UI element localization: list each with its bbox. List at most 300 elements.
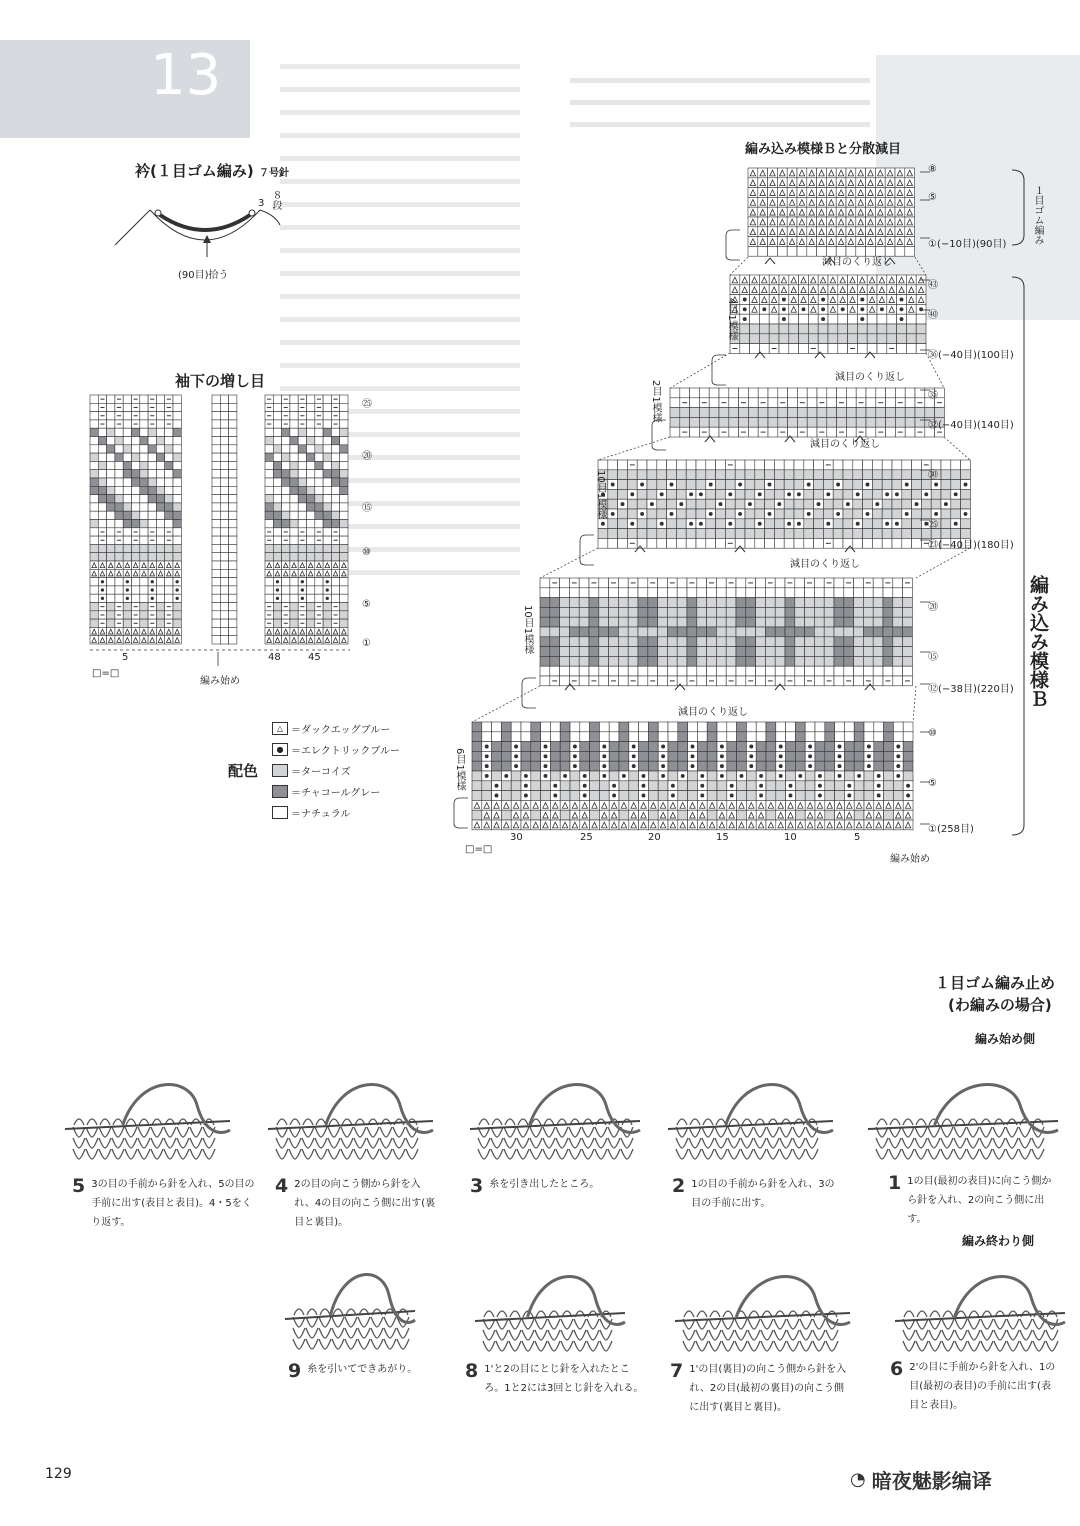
stitch-loop: [290, 1119, 300, 1125]
stitch: [345, 1339, 357, 1349]
stitch-loop: [943, 1311, 953, 1317]
stitch: [1046, 1330, 1058, 1340]
stitch: [151, 1149, 163, 1159]
sleeve-col-5: 5: [122, 652, 129, 663]
stitch: [535, 1319, 547, 1329]
stitch: [702, 1138, 714, 1148]
chartB-row-labels: [918, 160, 1018, 840]
stitch: [164, 1127, 176, 1137]
stitch-loop: [942, 1119, 952, 1125]
stitch: [915, 1149, 927, 1159]
stitch-loop: [87, 1119, 97, 1125]
section-10b: [540, 578, 912, 686]
stitch: [478, 1149, 490, 1159]
stitch: [491, 1149, 503, 1159]
stitch: [384, 1339, 396, 1349]
stitch: [367, 1138, 379, 1148]
stitch: [530, 1149, 542, 1159]
stitch: [164, 1138, 176, 1148]
stitch: [125, 1127, 137, 1137]
stitch: [903, 1341, 915, 1351]
stitch: [754, 1138, 766, 1148]
bindoff-end-side: 編み終わり側: [962, 1234, 1035, 1248]
stitch: [748, 1341, 760, 1351]
stitch: [371, 1317, 383, 1327]
stitch: [358, 1339, 370, 1349]
chartB-row-35: ㉟: [928, 390, 938, 401]
repeat-10b: 10目1模様: [522, 605, 533, 655]
stitch: [302, 1149, 314, 1159]
stitch-loop: [969, 1311, 979, 1317]
step-4: [275, 1175, 440, 1232]
bracket-4: [580, 535, 594, 565]
stitch: [99, 1138, 111, 1148]
stitch: [86, 1149, 98, 1159]
stitch: [99, 1127, 111, 1137]
stitch: [767, 1149, 779, 1159]
stitch: [621, 1149, 633, 1159]
stitch: [341, 1138, 353, 1148]
stitch: [406, 1149, 418, 1159]
stitch: [941, 1138, 953, 1148]
stitch: [138, 1127, 150, 1137]
stitch-loop: [749, 1311, 759, 1317]
stitch: [793, 1127, 805, 1137]
stitch: [177, 1127, 189, 1137]
stitch: [302, 1138, 314, 1148]
stitch: [780, 1138, 792, 1148]
stitch-loop: [916, 1119, 926, 1125]
stitch: [735, 1330, 747, 1340]
stitch: [774, 1341, 786, 1351]
stitch: [384, 1317, 396, 1327]
sleeve-grid-right: [265, 395, 348, 644]
stitch: [358, 1328, 370, 1338]
stitch: [478, 1138, 490, 1148]
stitch: [509, 1341, 521, 1351]
stitch: [702, 1127, 714, 1137]
stitch: [543, 1127, 555, 1137]
stitch: [496, 1330, 508, 1340]
stitch: [315, 1149, 327, 1159]
stitch: [1033, 1341, 1045, 1351]
stitch: [748, 1330, 760, 1340]
legend-title: 配色: [228, 762, 259, 780]
stitch-loop: [479, 1119, 489, 1125]
knit-illustration-2: [668, 1075, 833, 1165]
stitch: [621, 1138, 633, 1148]
stitch: [754, 1127, 766, 1137]
stitch: [683, 1330, 695, 1340]
chartB-side-label: 編み込み模様Ｂ: [1027, 575, 1049, 708]
stitch: [595, 1149, 607, 1159]
stitch: [800, 1319, 812, 1329]
stitch: [341, 1149, 353, 1159]
section-10a: [598, 460, 970, 548]
stitch: [942, 1319, 954, 1329]
stitch: [367, 1149, 379, 1159]
stitch: [780, 1127, 792, 1137]
stitch: [954, 1127, 966, 1137]
stitch: [967, 1138, 979, 1148]
stitch: [929, 1341, 941, 1351]
chartB-title: 編み込み模様Ｂと分散減目: [745, 142, 902, 157]
stitch: [715, 1127, 727, 1137]
chartB-row-1a: ①(−10目)(90目): [928, 239, 1007, 250]
stitch: [916, 1341, 928, 1351]
stitch-loop: [723, 1311, 733, 1317]
stitch: [203, 1138, 215, 1148]
sleeve-col-45: 45: [308, 652, 321, 663]
section-6: [472, 722, 913, 830]
stitch: [397, 1339, 409, 1349]
knit-illustration-1: [868, 1075, 1058, 1165]
stitch: [315, 1127, 327, 1137]
stitch: [955, 1330, 967, 1340]
stitch: [138, 1138, 150, 1148]
stitch: [367, 1127, 379, 1137]
stitch: [1032, 1138, 1044, 1148]
stitch: [889, 1138, 901, 1148]
stitch: [99, 1149, 111, 1159]
stitch: [517, 1138, 529, 1148]
stitch: [380, 1127, 392, 1137]
stitch: [767, 1127, 779, 1137]
decrease-repeat-3: 減目のくり返し: [810, 439, 880, 450]
stitch: [715, 1149, 727, 1159]
stitch: [761, 1330, 773, 1340]
stitch: [332, 1317, 344, 1327]
repeat-6: 6目1模様: [454, 748, 465, 791]
stitch: [902, 1138, 914, 1148]
chartB-start: 編み始め: [890, 854, 930, 865]
stitch: [980, 1138, 992, 1148]
stitch: [358, 1317, 370, 1327]
stitch: [177, 1149, 189, 1159]
stitch: [328, 1127, 340, 1137]
stitch-loop: [320, 1309, 330, 1315]
stitch: [522, 1330, 534, 1340]
stitch: [735, 1341, 747, 1351]
knit-illustration-3: [470, 1065, 640, 1165]
stitch-loop: [697, 1311, 707, 1317]
stitch-loop: [497, 1311, 507, 1317]
stitch: [203, 1149, 215, 1159]
knit-illustration-6: [895, 1265, 1065, 1357]
stitch: [112, 1149, 124, 1159]
stitch-loop: [510, 1311, 520, 1317]
chartB-key: □=□: [465, 844, 493, 855]
stitch: [735, 1319, 747, 1329]
stitch: [561, 1341, 573, 1351]
stitch: [1032, 1149, 1044, 1159]
stitch: [741, 1127, 753, 1137]
sleeve-row-10: ⑩: [362, 547, 371, 558]
stitch: [569, 1127, 581, 1137]
stitch: [689, 1138, 701, 1148]
stitch: [535, 1330, 547, 1340]
stitch: [319, 1317, 331, 1327]
stitch: [289, 1138, 301, 1148]
stitch: [793, 1138, 805, 1148]
stitch: [354, 1149, 366, 1159]
stitch: [993, 1149, 1005, 1159]
stitch: [595, 1127, 607, 1137]
collar-title: [135, 160, 289, 181]
stitch: [595, 1138, 607, 1148]
stitch: [522, 1319, 534, 1329]
connector-4: [598, 437, 670, 460]
stitch: [942, 1330, 954, 1340]
legend-label-0: ＝ダックエッグブルー: [291, 725, 391, 736]
stitch-loop: [484, 1311, 494, 1317]
stitch: [1046, 1341, 1058, 1351]
connector-9: [913, 686, 916, 722]
stitch: [504, 1138, 516, 1148]
stitch: [761, 1341, 773, 1351]
decrease-repeat-1: 減目のくり返し: [822, 257, 892, 268]
sleeve-start: 編み始め: [200, 676, 240, 687]
stitch: [683, 1341, 695, 1351]
step-7-number: 7: [670, 1360, 684, 1382]
stitch: [994, 1319, 1006, 1329]
stitch: [916, 1330, 928, 1340]
stitch: [728, 1149, 740, 1159]
stitch: [328, 1149, 340, 1159]
stitch: [928, 1127, 940, 1137]
stitch-loop: [930, 1311, 940, 1317]
stitch: [164, 1149, 176, 1159]
knit-illustration-9: [285, 1275, 415, 1355]
wechat-icon: ◔: [850, 1469, 866, 1490]
stitch-loop: [710, 1311, 720, 1317]
stitch: [393, 1138, 405, 1148]
stitch: [954, 1138, 966, 1148]
background-text-right: [570, 70, 870, 140]
stitch: [496, 1341, 508, 1351]
chartB-col-numbers: [470, 832, 920, 846]
stitch-loop: [536, 1311, 546, 1317]
bracket-6: [454, 798, 468, 828]
stitch: [981, 1319, 993, 1329]
stitch: [293, 1328, 305, 1338]
stitch-loop: [703, 1119, 713, 1125]
step-8-number: 8: [465, 1360, 479, 1382]
stitch-loop: [677, 1119, 687, 1125]
stitch: [138, 1149, 150, 1159]
stitch: [302, 1127, 314, 1137]
stitch: [151, 1127, 163, 1137]
legend: [272, 718, 400, 823]
stitch-loop: [518, 1119, 528, 1125]
stitch: [1019, 1138, 1031, 1148]
stitch: [332, 1339, 344, 1349]
stitch-loop: [277, 1119, 287, 1125]
stitch: [517, 1149, 529, 1159]
step-8: [465, 1360, 650, 1398]
sleeve-col-48: 48: [268, 652, 281, 663]
stitch: [722, 1341, 734, 1351]
step-7-text: 1'の目(裏目)の向こう側から針を入れ、2の目(最初の裏目)の向こう側に出す(裏目と裏目)。: [689, 1364, 847, 1413]
stitch: [574, 1330, 586, 1340]
stitch: [332, 1328, 344, 1338]
stitch-loop: [505, 1119, 515, 1125]
stitch: [994, 1341, 1006, 1351]
stitch: [968, 1341, 980, 1351]
stitch: [190, 1149, 202, 1159]
chartB-col-5: 5: [854, 832, 861, 843]
stitch: [504, 1149, 516, 1159]
stitch: [761, 1319, 773, 1329]
legend-label-4: ＝ナチュラル: [291, 809, 351, 820]
step-6-number: 6: [890, 1358, 904, 1380]
stitch: [954, 1149, 966, 1159]
bracket-3: [652, 420, 666, 450]
chartB-col-10: 10: [784, 832, 797, 843]
stitch: [1006, 1127, 1018, 1137]
collar-pickup: (90目)拾う: [178, 270, 229, 281]
stitch: [1020, 1330, 1032, 1340]
stitch: [345, 1328, 357, 1338]
dot-swatch: ●: [272, 743, 288, 756]
stitch: [548, 1319, 560, 1329]
stitch: [728, 1138, 740, 1148]
stitch-loop: [903, 1119, 913, 1125]
stitch: [968, 1319, 980, 1329]
stitch: [556, 1138, 568, 1148]
stitch: [380, 1149, 392, 1159]
stitch: [276, 1138, 288, 1148]
stitch: [767, 1138, 779, 1148]
stitch: [967, 1149, 979, 1159]
stitch: [787, 1330, 799, 1340]
stitch: [1020, 1319, 1032, 1329]
chartB-row-8: ⑧: [928, 164, 937, 175]
stitch: [915, 1127, 927, 1137]
bindoff-title: １目ゴム編み止め: [935, 974, 1056, 992]
decrease-repeat-2: 減目のくり返し: [835, 372, 905, 383]
stitch: [800, 1330, 812, 1340]
stitch: [929, 1330, 941, 1340]
sleeve-grid-middle: [212, 395, 237, 644]
dark-swatch: [272, 785, 288, 798]
stitch: [1020, 1341, 1032, 1351]
connector-6: [540, 548, 598, 578]
stitch: [293, 1339, 305, 1349]
pattern-number: 13: [150, 43, 222, 108]
stitch: [915, 1138, 927, 1148]
decrease-repeat-4: 減目のくり返し: [790, 559, 860, 570]
stitch-loop: [294, 1309, 304, 1315]
light-swatch: [272, 764, 288, 777]
sleeve-row-25: ㉕: [362, 399, 372, 410]
knit-illustration-5: [65, 1085, 230, 1165]
bindoff-subtitle: (わ編みの場合): [948, 996, 1052, 1014]
stitch: [483, 1330, 495, 1340]
stitch: [793, 1149, 805, 1159]
stitch-loop: [74, 1119, 84, 1125]
step-3-number: 3: [470, 1175, 484, 1197]
stitch: [1019, 1127, 1031, 1137]
stitch: [709, 1341, 721, 1351]
sleeve-title: 袖下の増し目: [175, 372, 266, 390]
step-6: [890, 1358, 1070, 1415]
chartB-col-25: 25: [580, 832, 593, 843]
stitch: [741, 1138, 753, 1148]
stitch: [741, 1149, 753, 1159]
stitch: [177, 1138, 189, 1148]
chartB-row-23: ㉓(−40目)(180目): [928, 540, 1014, 551]
sleeve-key: □=□: [92, 668, 120, 679]
stitch: [903, 1330, 915, 1340]
sleeve-chart: [90, 395, 350, 650]
stitch: [676, 1138, 688, 1148]
stitch: [876, 1149, 888, 1159]
stitch: [955, 1319, 967, 1329]
stitch: [994, 1330, 1006, 1340]
stitch: [728, 1127, 740, 1137]
sleeve-row-1: ①: [362, 638, 371, 649]
stitch: [928, 1149, 940, 1159]
stitch: [696, 1330, 708, 1340]
stitch: [813, 1341, 825, 1351]
stitch: [582, 1127, 594, 1137]
bindoff-start-side: 編み始め側: [975, 1032, 1036, 1046]
white-swatch: [272, 806, 288, 819]
stitch-loop: [690, 1119, 700, 1125]
step-7: [670, 1360, 855, 1417]
chartB-row-1b: ①(258目): [928, 824, 974, 835]
stitch: [393, 1127, 405, 1137]
stitch: [929, 1319, 941, 1329]
stitch: [709, 1319, 721, 1329]
stitch: [1007, 1341, 1019, 1351]
legend-label-2: ＝ターコイズ: [291, 767, 351, 778]
stitch: [941, 1127, 953, 1137]
legend-item-turquoise: [272, 760, 400, 781]
chartB-row-36: ㊱(−40目)(100目): [928, 350, 1014, 361]
watermark-text: 暗夜魅影编译: [871, 1469, 992, 1493]
chartB-col-30: 30: [510, 832, 523, 843]
stitch: [696, 1341, 708, 1351]
step-5: [72, 1175, 267, 1232]
chartB-row-32: ㉜(−40目)(140目): [928, 420, 1014, 431]
step-1-number: 1: [888, 1172, 902, 1194]
stitch-loop: [890, 1119, 900, 1125]
chartB-row-15: ⑮: [928, 652, 938, 663]
stitch: [582, 1149, 594, 1159]
collar-needle: ７号針: [258, 168, 289, 179]
knit-illustration-7: [675, 1265, 850, 1357]
step-9: [288, 1360, 458, 1382]
collar-rows-small: 3: [258, 198, 265, 209]
stitch: [371, 1339, 383, 1349]
stitch-loop: [303, 1119, 313, 1125]
repeat-2: 2目1模様: [650, 380, 661, 423]
stitch: [406, 1138, 418, 1148]
legend-label-1: ＝エレクトリックブルー: [291, 746, 400, 757]
legend-item-charcoal: [272, 781, 400, 802]
stitch: [1006, 1149, 1018, 1159]
legend-item-duck-egg: [272, 718, 400, 739]
stitch: [600, 1341, 612, 1351]
legend-label-3: ＝チャコールグレー: [291, 788, 381, 799]
step-6-text: 2'の目に手前から針を入れ、1の目(最初の表目)の手前に出す(表目と表目)。: [909, 1362, 1056, 1411]
stitch: [981, 1341, 993, 1351]
stitch: [289, 1149, 301, 1159]
chartB-row-10: ⑩: [928, 728, 937, 739]
stitch: [561, 1319, 573, 1329]
